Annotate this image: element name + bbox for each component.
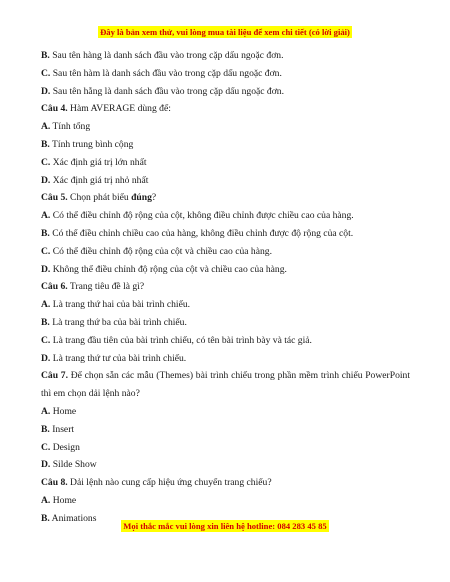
- option-label: C.: [41, 245, 51, 257]
- question-line: [41, 278, 410, 296]
- option-label: B.: [41, 423, 50, 435]
- question-line: [41, 189, 410, 207]
- option-text: Có thể điều chỉnh chiều cao của hàng, không điều chỉnh được độ rộng của cột.: [49, 227, 354, 239]
- option-line: [41, 172, 410, 190]
- option-line: [41, 350, 410, 368]
- option-line: [41, 314, 410, 332]
- question-label: Câu 4.: [41, 103, 68, 115]
- option-label: D.: [41, 352, 51, 364]
- option-line: [41, 47, 410, 65]
- option-line: [41, 296, 410, 314]
- option-text: Tính tổng: [50, 121, 91, 133]
- option-line: [41, 65, 410, 83]
- option-label: D.: [41, 459, 51, 471]
- option-label: B.: [41, 227, 50, 239]
- option-label: B.: [41, 316, 50, 328]
- option-text: Home: [50, 494, 77, 506]
- question-line: [41, 100, 410, 118]
- option-text: Insert: [49, 423, 75, 435]
- question-label: Câu 6.: [41, 281, 68, 293]
- option-line: [41, 225, 410, 243]
- option-text: Là trang thứ ba của bài trình chiếu.: [49, 316, 187, 328]
- option-line: [41, 403, 410, 421]
- question-label: Câu 7.: [41, 370, 68, 382]
- question-label: Câu 8.: [41, 477, 68, 489]
- option-text: Xác định giá trị nhỏ nhất: [50, 174, 149, 186]
- option-line: [41, 261, 410, 279]
- option-line: [41, 83, 410, 101]
- question-text: Để chọn sẵn các mẫu (Themes) bài trình chiếu trong phần mềm trình chiếu PowerPoint thì em chọn dải lệnh nào?: [41, 370, 410, 400]
- option-line: [41, 332, 410, 350]
- question-text: Hàm AVERAGE dùng để:: [67, 103, 171, 115]
- option-text: Là trang đầu tiên của bài trình chiếu, có tên bài trình bày và tác giả.: [50, 334, 312, 346]
- option-line: [41, 421, 410, 439]
- option-label: A.: [41, 210, 51, 222]
- question-label: Câu 5.: [41, 192, 68, 204]
- option-label: C.: [41, 67, 51, 79]
- option-text: Có thể điều chỉnh độ rộng của cột và chiều cao của hàng.: [50, 245, 272, 257]
- option-label: C.: [41, 156, 51, 168]
- option-line: [41, 243, 410, 261]
- option-text: Sau tên hàm là danh sách đầu vào trong cặp dấu ngoặc đơn.: [50, 67, 282, 79]
- option-label: C.: [41, 334, 51, 346]
- hotline-banner: [0, 521, 450, 531]
- question-text: Dải lệnh nào cung cấp hiệu ứng chuyển trang chiếu?: [67, 477, 272, 489]
- option-label: A.: [41, 405, 51, 417]
- option-line: [41, 492, 410, 510]
- option-text: Là trang thứ hai của bài trình chiếu.: [50, 299, 191, 311]
- option-label: B.: [41, 512, 50, 524]
- option-text: Xác định giá trị lớn nhất: [50, 156, 147, 168]
- option-line: [41, 439, 410, 457]
- question-text: Trang tiêu đề là gì?: [67, 281, 145, 293]
- option-label: D.: [41, 263, 51, 275]
- option-label: D.: [41, 174, 51, 186]
- option-text: Tính trung bình cộng: [49, 138, 134, 150]
- question-emphasis: đúng: [131, 192, 152, 204]
- option-label: A.: [41, 494, 51, 506]
- option-label: A.: [41, 299, 51, 311]
- question-tail: ?: [151, 192, 157, 204]
- option-label: B.: [41, 138, 50, 150]
- preview-notice-banner: [0, 27, 450, 37]
- option-text: Design: [50, 441, 80, 453]
- option-text: Là trang thứ tư của bài trình chiếu.: [50, 352, 187, 364]
- option-line: [41, 456, 410, 474]
- option-label: D.: [41, 85, 51, 97]
- option-label: A.: [41, 121, 51, 133]
- option-text: Home: [50, 405, 77, 417]
- option-label: B.: [41, 50, 50, 61]
- preview-notice-text: Đây là bản xem thử, vui lòng mua tài liệu để xem chi tiết (có lời giải): [100, 27, 350, 37]
- question-line: [41, 474, 410, 492]
- hotline-text: Mọi thắc mắc vui lòng xin liên hệ hotline: 084 283 45 85: [123, 521, 327, 531]
- option-line: [41, 207, 410, 225]
- option-text: Sau tên hằng là danh sách đầu vào trong cặp dấu ngoặc đơn.: [50, 85, 284, 97]
- option-label: C.: [41, 441, 51, 453]
- option-text: Animations: [49, 512, 97, 524]
- option-text: Sau tên hàng là danh sách đầu vào trong cặp dấu ngoặc đơn.: [49, 50, 284, 61]
- option-text: Không thể điều chỉnh độ rộng của cột và chiều cao của hàng.: [50, 263, 287, 275]
- document-body: [41, 47, 410, 528]
- option-text: Có thể điều chỉnh độ rộng của cột, không điều chỉnh được chiều cao của hàng.: [50, 210, 354, 222]
- option-line: [41, 154, 410, 172]
- option-text: Silde Show: [50, 459, 97, 471]
- question-text: Chọn phát biểu: [67, 192, 132, 204]
- question-line: [41, 367, 410, 403]
- option-line: [41, 136, 410, 154]
- option-line: [41, 118, 410, 136]
